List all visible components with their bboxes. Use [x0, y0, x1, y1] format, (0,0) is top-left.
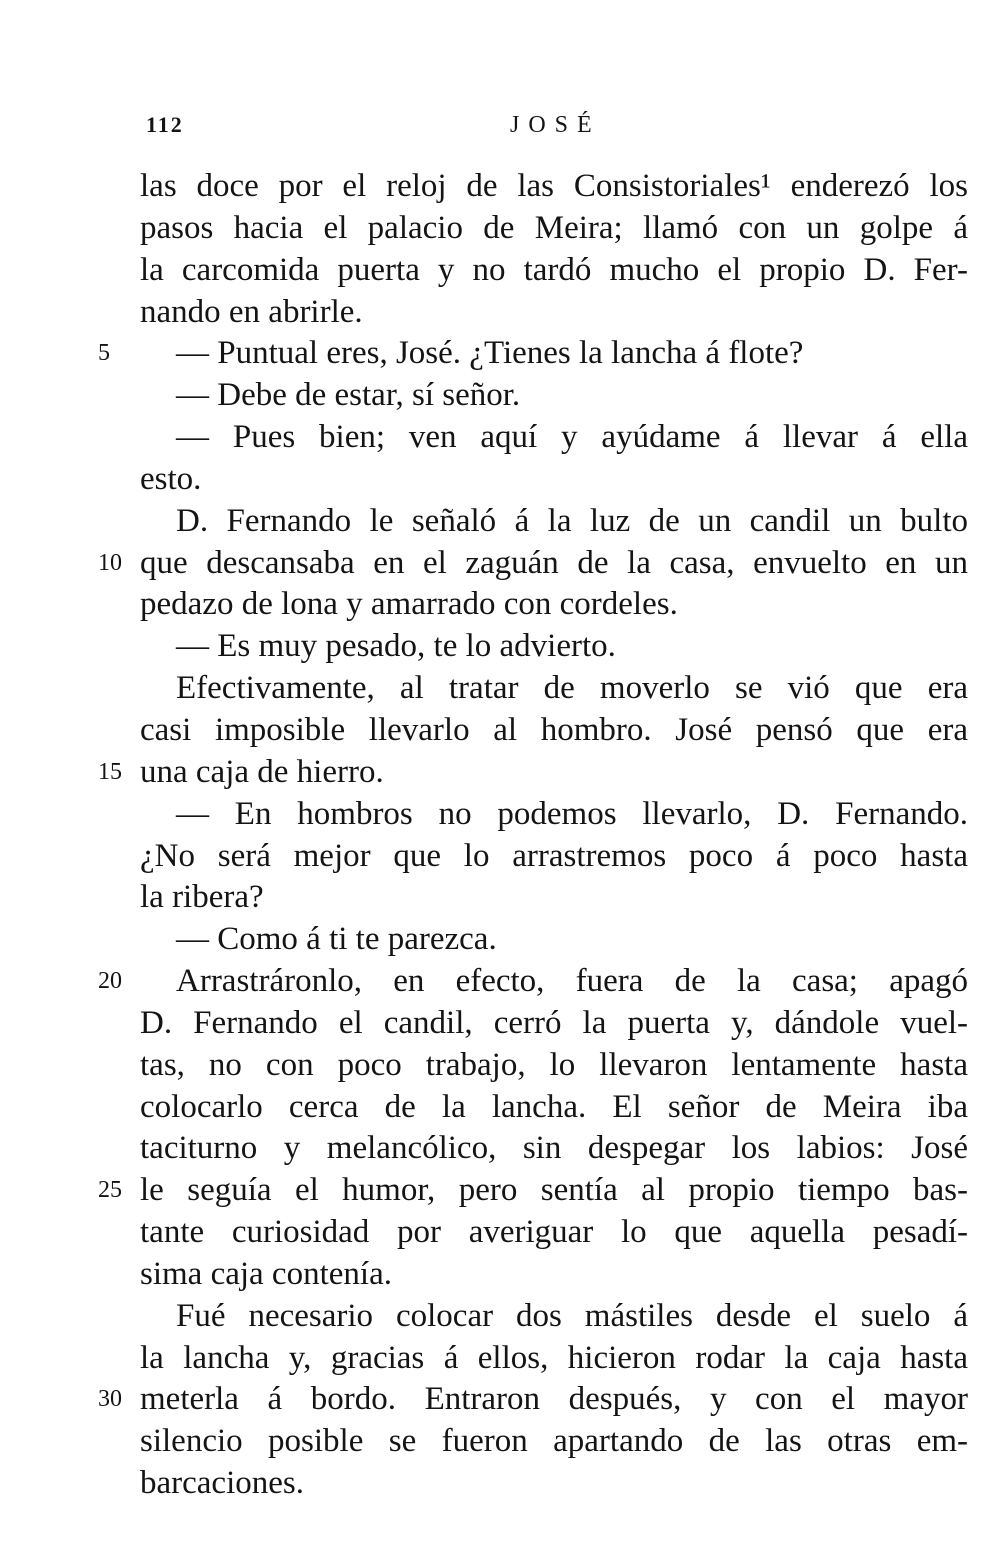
text-line [98, 1170, 968, 1212]
line-text: una caja de hierro. [140, 753, 384, 790]
text-line [140, 166, 968, 208]
line-text: la carcomida puerta y no tardó mucho el propio D. Fer- [140, 251, 968, 288]
text-line [140, 668, 968, 710]
line-text: la lancha y, gracias á ellos, hicieron rodar la caja hasta [140, 1339, 968, 1376]
line-text: ¿No será mejor que lo arrastremos poco á poco hasta [140, 837, 968, 874]
line-number: 15 [98, 758, 122, 785]
text-line [140, 919, 968, 961]
line-text: — Puntual eres, José. ¿Tienes la lancha á flote? [176, 335, 804, 372]
line-text: — En hombros no podemos llevarlo, D. Fernando. [176, 795, 968, 832]
line-text: le seguía el humor, pero sentía al propio tiempo bas- [140, 1172, 968, 1209]
line-text: tante curiosidad por averiguar lo que aquella pesadí- [140, 1214, 968, 1251]
text-line [140, 584, 968, 626]
line-text: casi imposible llevarlo al hombro. José pensó que era [140, 711, 968, 748]
text-line [140, 1254, 968, 1296]
line-text: Efectivamente, al tratar de moverlo se vió que era [176, 670, 968, 707]
line-text: Fué necesario colocar dos mástiles desde el suelo á [176, 1297, 968, 1334]
line-number: 5 [98, 340, 110, 367]
text-line [140, 1212, 968, 1254]
text-line [140, 250, 968, 292]
line-text: — Es muy pesado, te lo advierto. [176, 628, 616, 665]
line-text: tas, no con poco trabajo, lo llevaron lentamente hasta [140, 1046, 968, 1083]
text-line [140, 626, 968, 668]
line-text: las doce por el reloj de las Consistoriales¹ enderezó los [140, 168, 968, 204]
line-text: taciturno y melancólico, sin despegar los labios: José [140, 1130, 968, 1167]
text-line [140, 1338, 968, 1380]
body-text [98, 166, 968, 1505]
line-text: D. Fernando le señaló á la luz de un candil un bulto [176, 502, 968, 539]
text-line [140, 1463, 968, 1505]
text-line [140, 836, 968, 878]
text-line [140, 292, 968, 334]
line-text: — Debe de estar, sí señor. [176, 377, 521, 414]
running-title: JOSÉ [510, 112, 601, 138]
line-text: colocarlo cerca de la lancha. El señor de Meira iba [140, 1088, 968, 1125]
text-line [140, 417, 968, 459]
text-line [140, 794, 968, 836]
line-text: silencio posible se fueron apartando de las otras em- [140, 1423, 968, 1460]
line-text: la ribera? [140, 879, 264, 916]
line-text: esto. [140, 460, 202, 497]
line-text: meterla á bordo. Entraron después, y con el mayor [140, 1381, 968, 1418]
text-line [140, 1003, 968, 1045]
text-line [140, 375, 968, 417]
line-number: 25 [98, 1177, 122, 1204]
text-line [140, 877, 968, 919]
line-number: 30 [98, 1386, 122, 1413]
text-line [98, 961, 968, 1003]
line-text: — Pues bien; ven aquí y ayúdame á llevar á ella [176, 419, 968, 456]
line-text: — Como á ti te parezca. [176, 921, 497, 958]
text-line [140, 1296, 968, 1338]
text-line [98, 752, 968, 794]
line-text: barcaciones. [140, 1465, 304, 1502]
text-line [140, 1128, 968, 1170]
line-text: pasos hacia el palacio de Meira; llamó con un golpe á [140, 209, 968, 246]
text-line [140, 459, 968, 501]
text-line [140, 1045, 968, 1087]
line-number: 20 [98, 968, 122, 995]
text-line [98, 333, 968, 375]
line-text: Arrastráronlo, en efecto, fuera de la casa; apagó [176, 963, 968, 1000]
text-line [140, 1421, 968, 1463]
line-text: nando en abrirle. [140, 293, 363, 330]
text-line [140, 208, 968, 250]
text-line [98, 543, 968, 585]
text-line [140, 1087, 968, 1129]
line-text: D. Fernando el candil, cerró la puerta y, dándole vuel- [140, 1004, 968, 1041]
line-text: que descansaba en el zaguán de la casa, envuelto en un [140, 544, 968, 581]
line-text: pedazo de lona y amarrado con cordeles. [140, 586, 678, 623]
text-line [140, 710, 968, 752]
text-line [140, 501, 968, 543]
text-line [98, 1379, 968, 1421]
line-text: sima caja contenía. [140, 1255, 392, 1292]
line-number: 10 [98, 549, 122, 576]
page-number: 112 [146, 112, 184, 137]
